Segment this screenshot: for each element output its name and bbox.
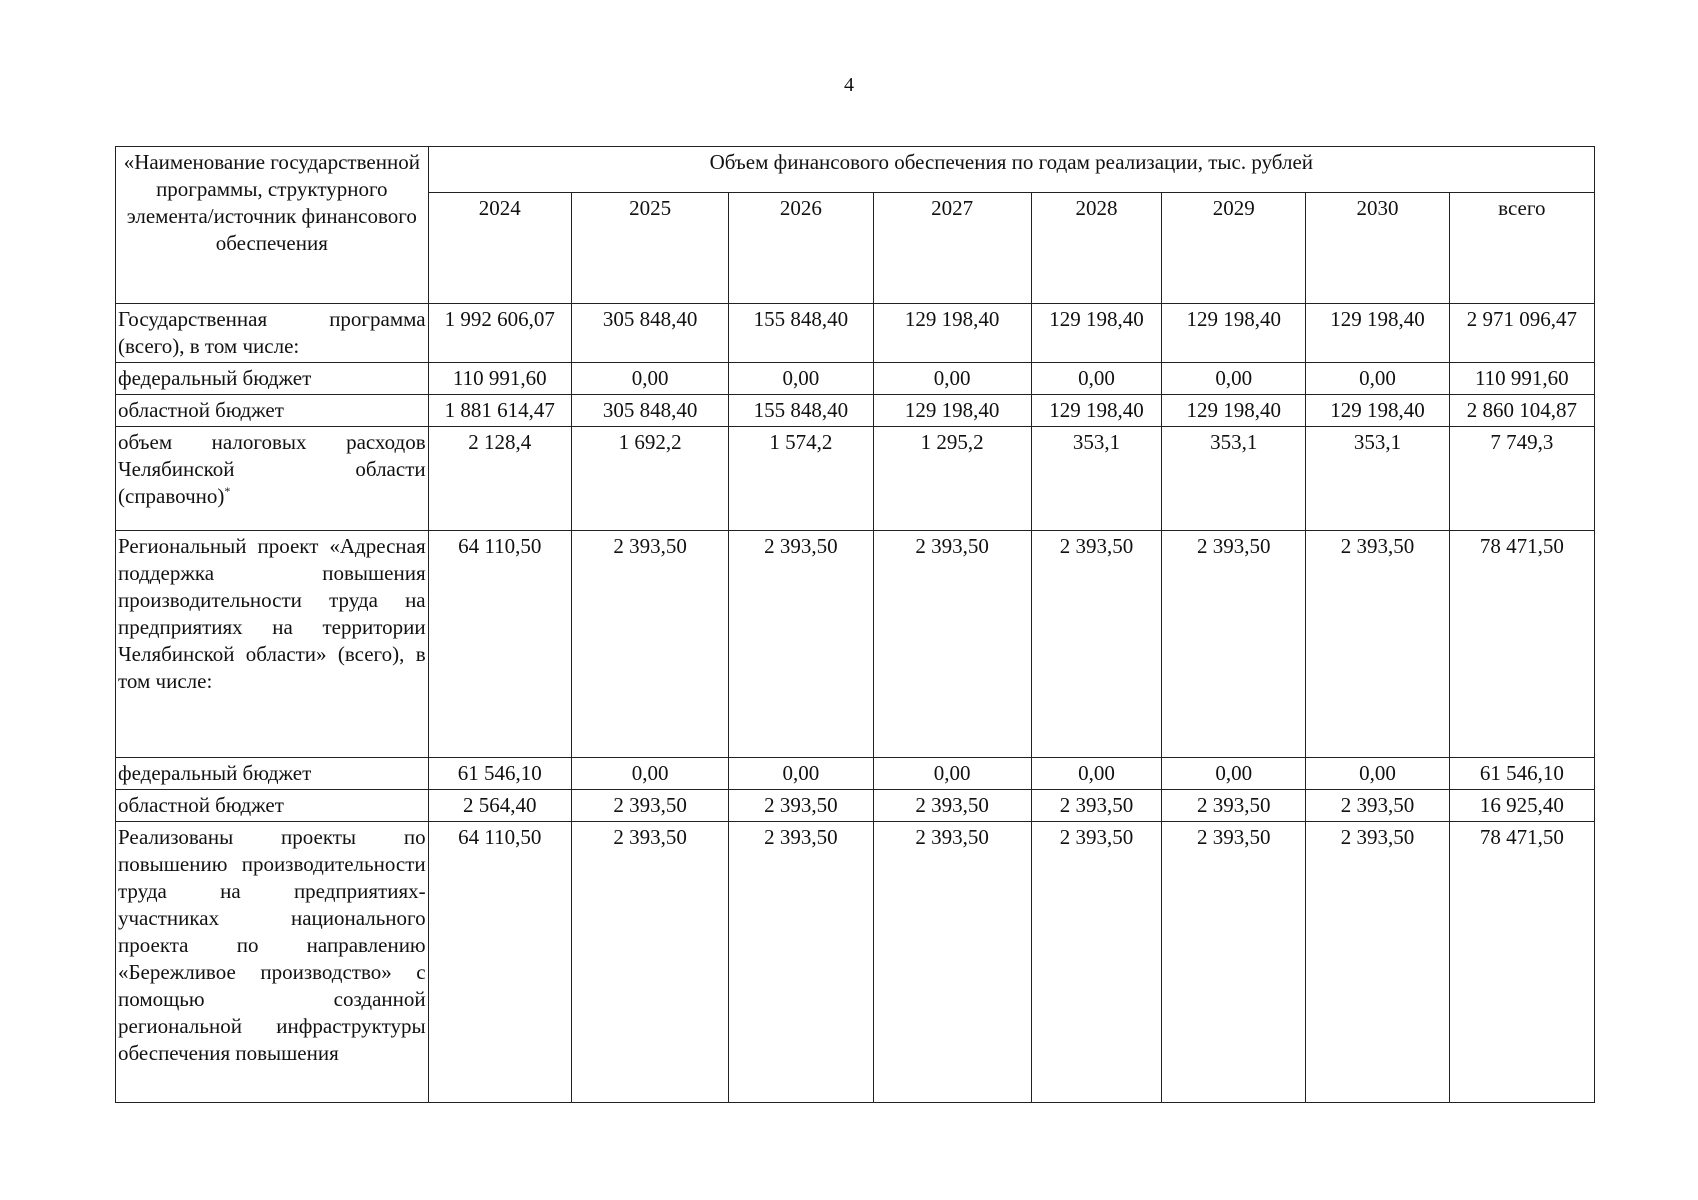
table-row [116, 427, 1595, 531]
value-cell: 2 393,50 [1306, 790, 1449, 822]
value-cell: 1 992 606,07 [428, 304, 571, 363]
value-cell: 2 393,50 [729, 822, 873, 1103]
value-cell: 2 564,40 [428, 790, 571, 822]
value-cell: 129 198,40 [1162, 395, 1306, 427]
value-cell: 2 393,50 [1031, 531, 1161, 758]
value-cell: 61 546,10 [428, 758, 571, 790]
name-column-header: «Наименование государственной программы, структурного элемента/источник финансового обеспечения [116, 147, 429, 304]
value-cell: 2 128,4 [428, 427, 571, 531]
value-cell: 155 848,40 [729, 304, 873, 363]
value-cell: 129 198,40 [1031, 304, 1161, 363]
value-cell: 64 110,50 [428, 822, 571, 1103]
value-cell: 305 848,40 [571, 395, 728, 427]
year-header: 2030 [1306, 193, 1449, 304]
row-name: областной бюджет [116, 790, 429, 822]
total-cell: 16 925,40 [1449, 790, 1594, 822]
table-row [116, 531, 1595, 758]
table-row [116, 363, 1595, 395]
value-cell: 353,1 [1162, 427, 1306, 531]
value-cell: 1 692,2 [571, 427, 728, 531]
value-cell: 0,00 [729, 363, 873, 395]
value-cell: 129 198,40 [1162, 304, 1306, 363]
year-header: 2025 [571, 193, 728, 304]
year-header: 2024 [428, 193, 571, 304]
value-cell: 64 110,50 [428, 531, 571, 758]
value-cell: 1 574,2 [729, 427, 873, 531]
page-number: 4 [844, 74, 854, 96]
row-name-text: объем налоговых расходов Челябинской области (справочно) [118, 430, 426, 508]
value-cell: 2 393,50 [571, 531, 728, 758]
value-cell: 2 393,50 [1162, 790, 1306, 822]
total-cell: 61 546,10 [1449, 758, 1594, 790]
value-cell: 2 393,50 [729, 790, 873, 822]
value-cell: 2 393,50 [729, 531, 873, 758]
value-cell: 129 198,40 [873, 395, 1031, 427]
value-cell: 2 393,50 [873, 822, 1031, 1103]
value-cell: 0,00 [1031, 758, 1161, 790]
value-cell: 129 198,40 [1031, 395, 1161, 427]
value-cell: 0,00 [571, 758, 728, 790]
value-cell: 1 881 614,47 [428, 395, 571, 427]
total-cell: 78 471,50 [1449, 822, 1594, 1103]
value-cell: 0,00 [873, 363, 1031, 395]
value-cell: 2 393,50 [873, 531, 1031, 758]
row-name: Реализованы проекты по повышению производительности труда на предприятиях-участниках национального проекта по направлению «Бережливое производство» с помощью созданной региональной инфраструктуры обеспечения повышения [116, 822, 429, 1103]
value-cell: 129 198,40 [1306, 304, 1449, 363]
value-cell: 2 393,50 [1162, 822, 1306, 1103]
value-cell: 353,1 [1031, 427, 1161, 531]
volume-header: Объем финансового обеспечения по годам реализации, тыс. рублей [428, 147, 1594, 193]
value-cell: 0,00 [1162, 758, 1306, 790]
total-cell: 110 991,60 [1449, 363, 1594, 395]
value-cell: 0,00 [571, 363, 728, 395]
year-header: 2027 [873, 193, 1031, 304]
row-name: федеральный бюджет [116, 363, 429, 395]
value-cell: 2 393,50 [1306, 822, 1449, 1103]
value-cell: 110 991,60 [428, 363, 571, 395]
row-name: областной бюджет [116, 395, 429, 427]
table-row [116, 758, 1595, 790]
value-cell: 0,00 [873, 758, 1031, 790]
value-cell: 0,00 [1031, 363, 1161, 395]
value-cell: 305 848,40 [571, 304, 728, 363]
value-cell: 0,00 [1306, 363, 1449, 395]
row-name: Региональный проект «Адресная поддержка повышения производительности труда на предприятиях на территории Челябинской области» (всего), в том числе: [116, 531, 429, 758]
value-cell: 2 393,50 [1031, 822, 1161, 1103]
table-row [116, 822, 1595, 1103]
total-cell: 78 471,50 [1449, 531, 1594, 758]
value-cell: 2 393,50 [1306, 531, 1449, 758]
financing-table [115, 146, 1595, 1103]
total-cell: 7 749,3 [1449, 427, 1594, 531]
value-cell: 2 393,50 [571, 790, 728, 822]
value-cell: 129 198,40 [1306, 395, 1449, 427]
value-cell: 1 295,2 [873, 427, 1031, 531]
total-header: всего [1449, 193, 1594, 304]
table-row [116, 790, 1595, 822]
year-header: 2026 [729, 193, 873, 304]
value-cell: 353,1 [1306, 427, 1449, 531]
value-cell: 2 393,50 [873, 790, 1031, 822]
year-header: 2029 [1162, 193, 1306, 304]
value-cell: 2 393,50 [571, 822, 728, 1103]
value-cell: 129 198,40 [873, 304, 1031, 363]
total-cell: 2 860 104,87 [1449, 395, 1594, 427]
year-header: 2028 [1031, 193, 1161, 304]
value-cell: 0,00 [729, 758, 873, 790]
total-cell: 2 971 096,47 [1449, 304, 1594, 363]
value-cell: 2 393,50 [1162, 531, 1306, 758]
value-cell: 0,00 [1162, 363, 1306, 395]
table-row [116, 304, 1595, 363]
value-cell: 2 393,50 [1031, 790, 1161, 822]
row-name [116, 427, 429, 531]
table-row [116, 395, 1595, 427]
row-name: федеральный бюджет [116, 758, 429, 790]
value-cell: 155 848,40 [729, 395, 873, 427]
footnote-mark: * [224, 484, 231, 498]
row-name: Государственная программа (всего), в том числе: [116, 304, 429, 363]
value-cell: 0,00 [1306, 758, 1449, 790]
